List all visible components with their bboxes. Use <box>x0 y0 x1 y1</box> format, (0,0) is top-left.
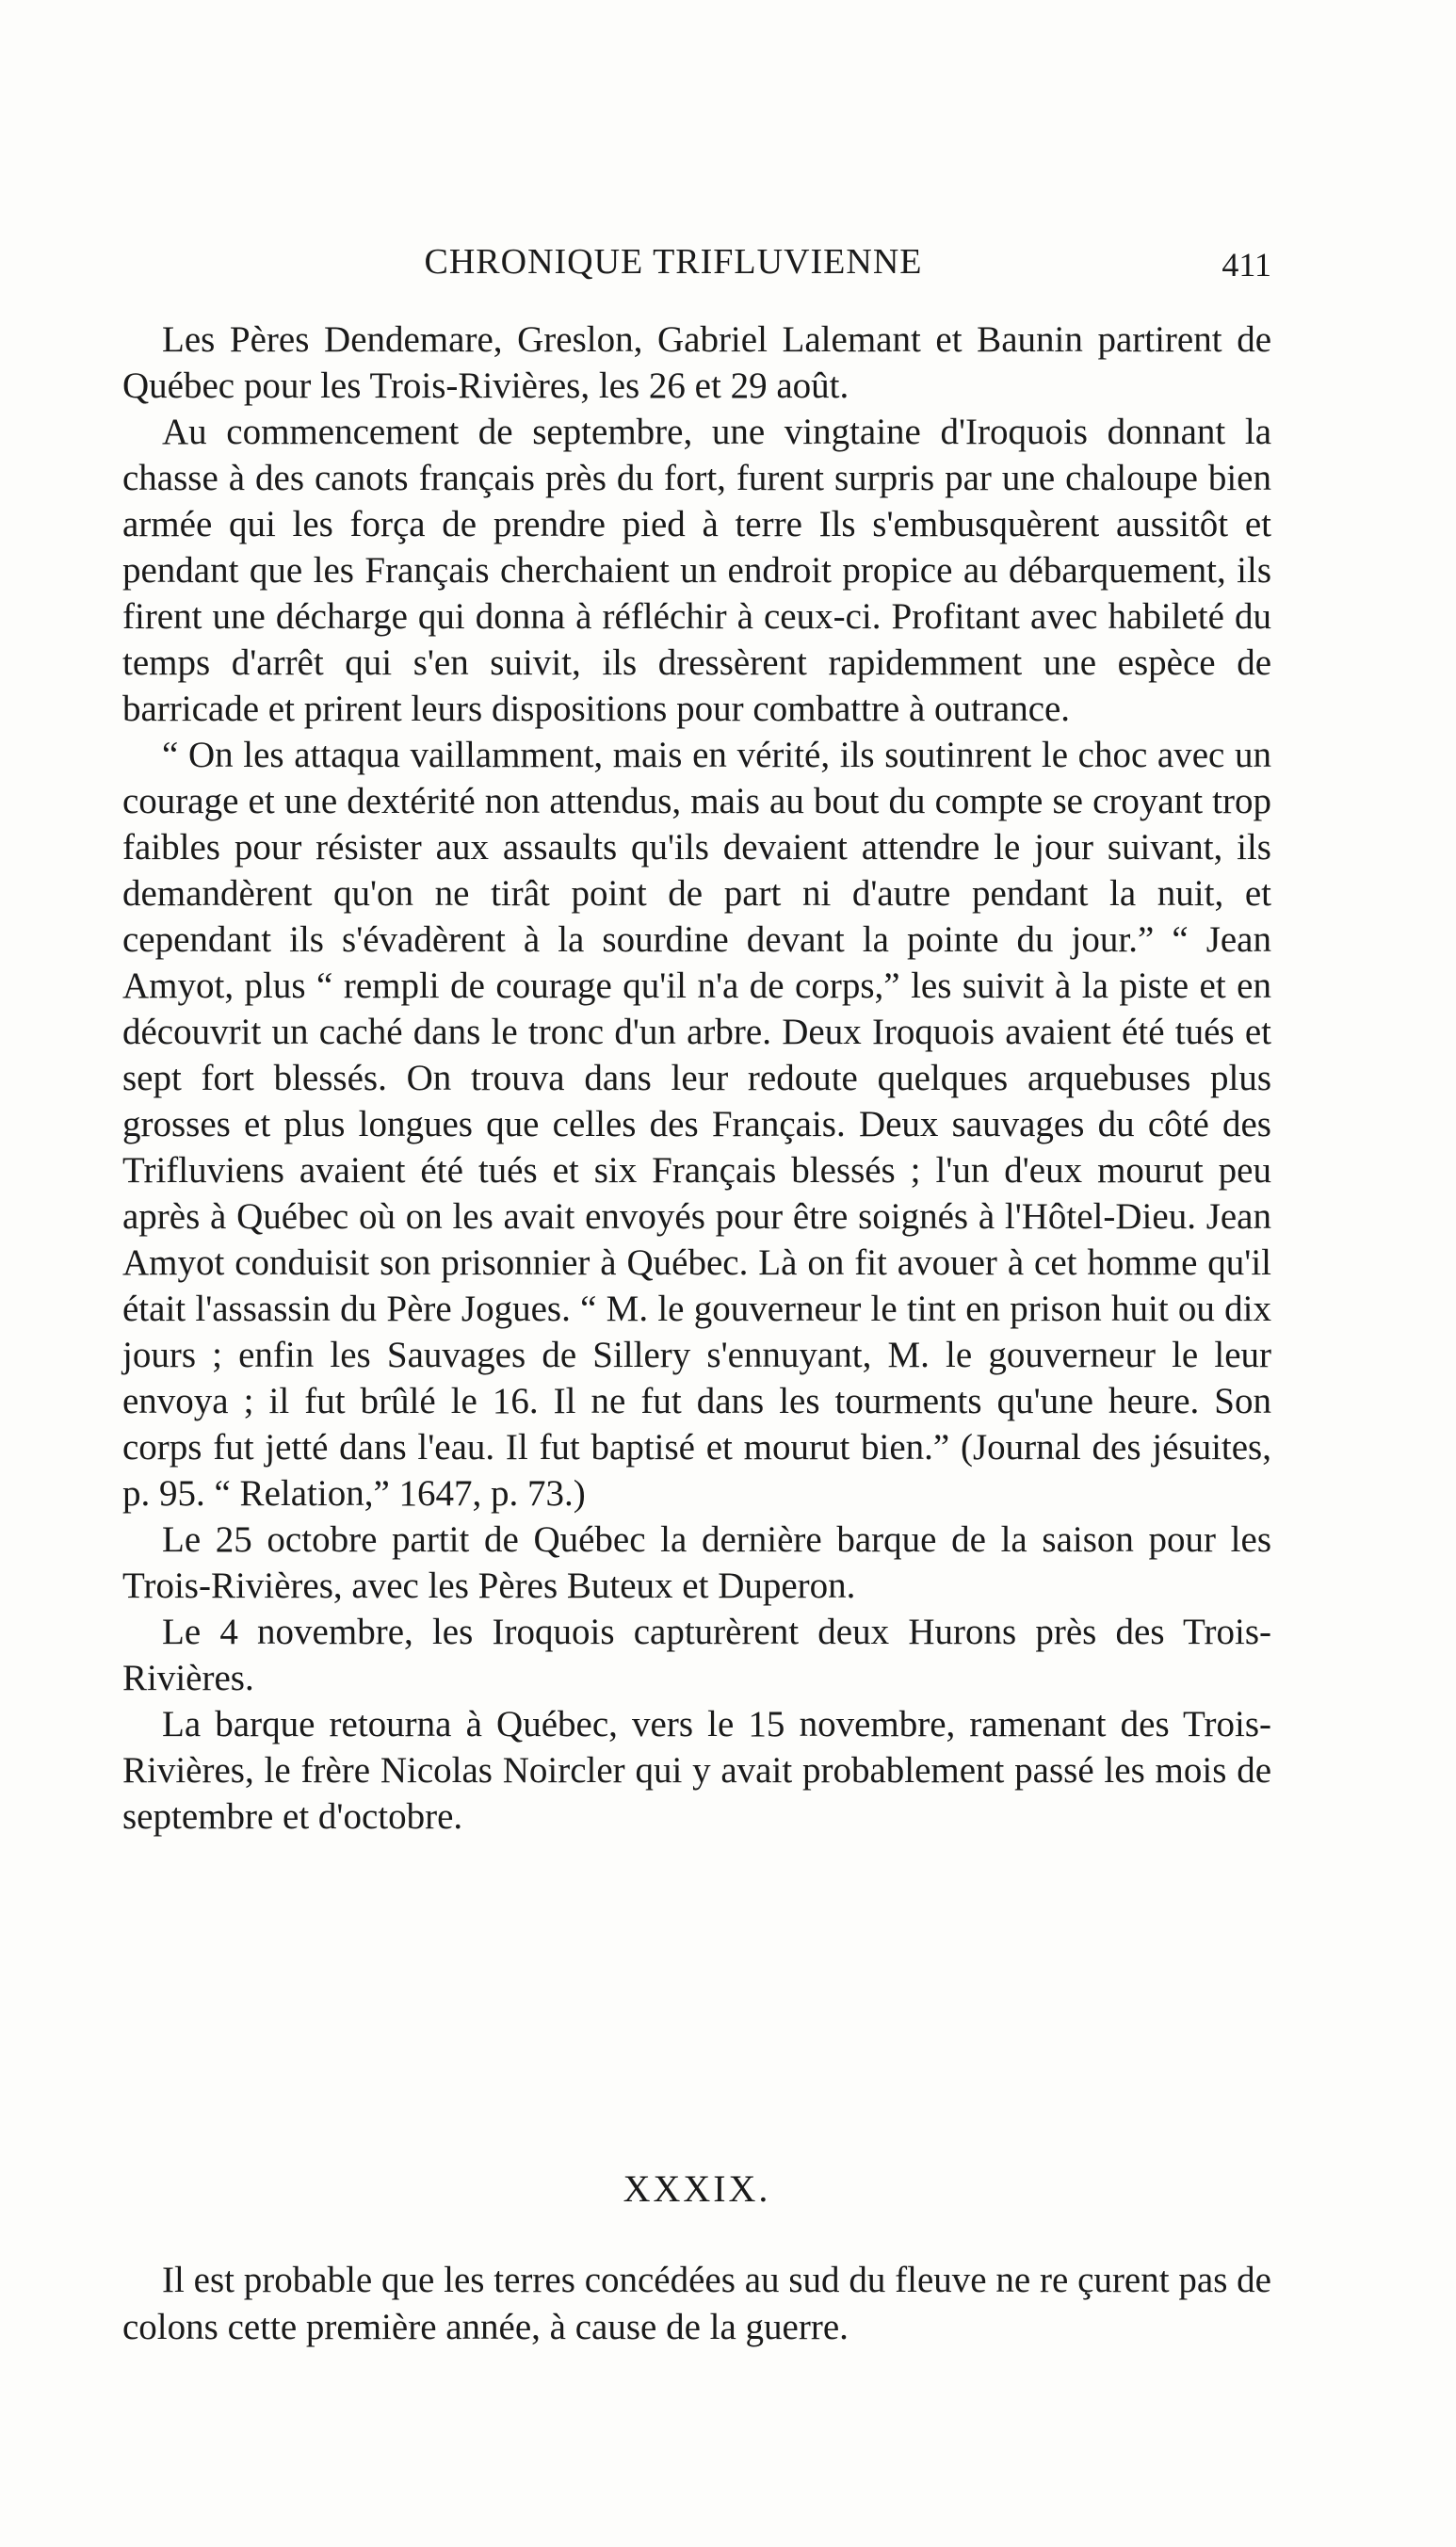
paragraph: Il est probable que les terres concédées au sud du fleuve ne re çurent pas de colons cette première année, à cause de la guerre. <box>122 2260 1271 2347</box>
paragraph: Au commencement de septembre, une vingtaine d'Iroquois donnant la chasse à des canots français près du fort, furent surpris par une chaloupe bien armée qui les força de prendre pied à terre Ils s'embusquèrent aussitôt et pendant que les Français cherchaient un endroit propice au débarquement, ils firent une décharge qui donna à réfléchir à ceux-ci. Profitant avec habileté du temps d'arrêt qui s'en suivit, ils dressèrent rapidemment une espèce de barricade et prirent leurs dispositions pour combattre à outrance. <box>122 412 1271 729</box>
paragraph: Le 4 novembre, les Iroquois capturèrent deux Hurons près des Trois-Rivières. <box>122 1612 1271 1698</box>
paragraph: Les Pères Dendemare, Greslon, Gabriel Lalemant et Baunin partirent de Québec pour les Trois-Rivières, les 26 et 29 août. <box>122 319 1271 406</box>
section-text <box>122 2257 1271 2351</box>
page-header <box>122 241 1271 298</box>
body-text <box>122 316 1271 1840</box>
paragraph: Le 25 octobre partit de Québec la dernière barque de la saison pour les Trois-Rivières, avec les Pères Buteux et Duperon. <box>122 1519 1271 1606</box>
paragraph: “ On les attaqua vaillamment, mais en vérité, ils soutinrent le choc avec un courage et une dextérité non attendus, mais au bout du compte se croyant trop faibles pour résister aux assaults qu'ils devaient attendre le jour suivant, ils demandèrent qu'on ne tirât point de part ni d'autre pendant la nuit, et cependant ils s'évadèrent à la sourdine devant la pointe du jour.” “ Jean Amyot, plus “ rempli de courage qu'il n'a de corps,” les suivit à la piste et en découvrit un caché dans le tronc d'un arbre. Deux Iroquois avaient été tués et sept fort blessés. On trouva dans leur redoute quelques arquebuses plus grosses et plus longues que celles des Français. Deux sauvages du côté des Trifluviens avaient été tués et six Français blessés ; l'un d'eux mourut peu après à Québec où on les avait envoyés pour être soignés à l'Hôtel-Dieu. Jean Amyot conduisit son prisonnier à Québec. Là on fit avouer à cet homme qu'il était l'assassin du Père Jogues. “ M. le gouverneur le tint en prison huit ou dix jours ; enfin les Sauvages de Sillery s'ennuyant, M. le gouverneur le leur envoya ; il fut brûlé le 16. Il ne fut dans les tourments qu'une heure. Son corps fut jetté dans l'eau. Il fut baptisé et mourut bien.” (Journal des jésuites, p. 95. “ Relation,” 1647, p. 73.) <box>122 735 1271 1514</box>
running-title: CHRONIQUE TRIFLUVIENNE <box>424 242 923 282</box>
page-number: 411 <box>1221 246 1271 284</box>
section-heading: XXXIX. <box>623 2167 771 2210</box>
paragraph: La barque retourna à Québec, vers le 15 novembre, ramenant des Trois-Rivières, le frère Nicolas Noircler qui y avait probablement passé les mois de septembre et d'octobre. <box>122 1704 1271 1837</box>
